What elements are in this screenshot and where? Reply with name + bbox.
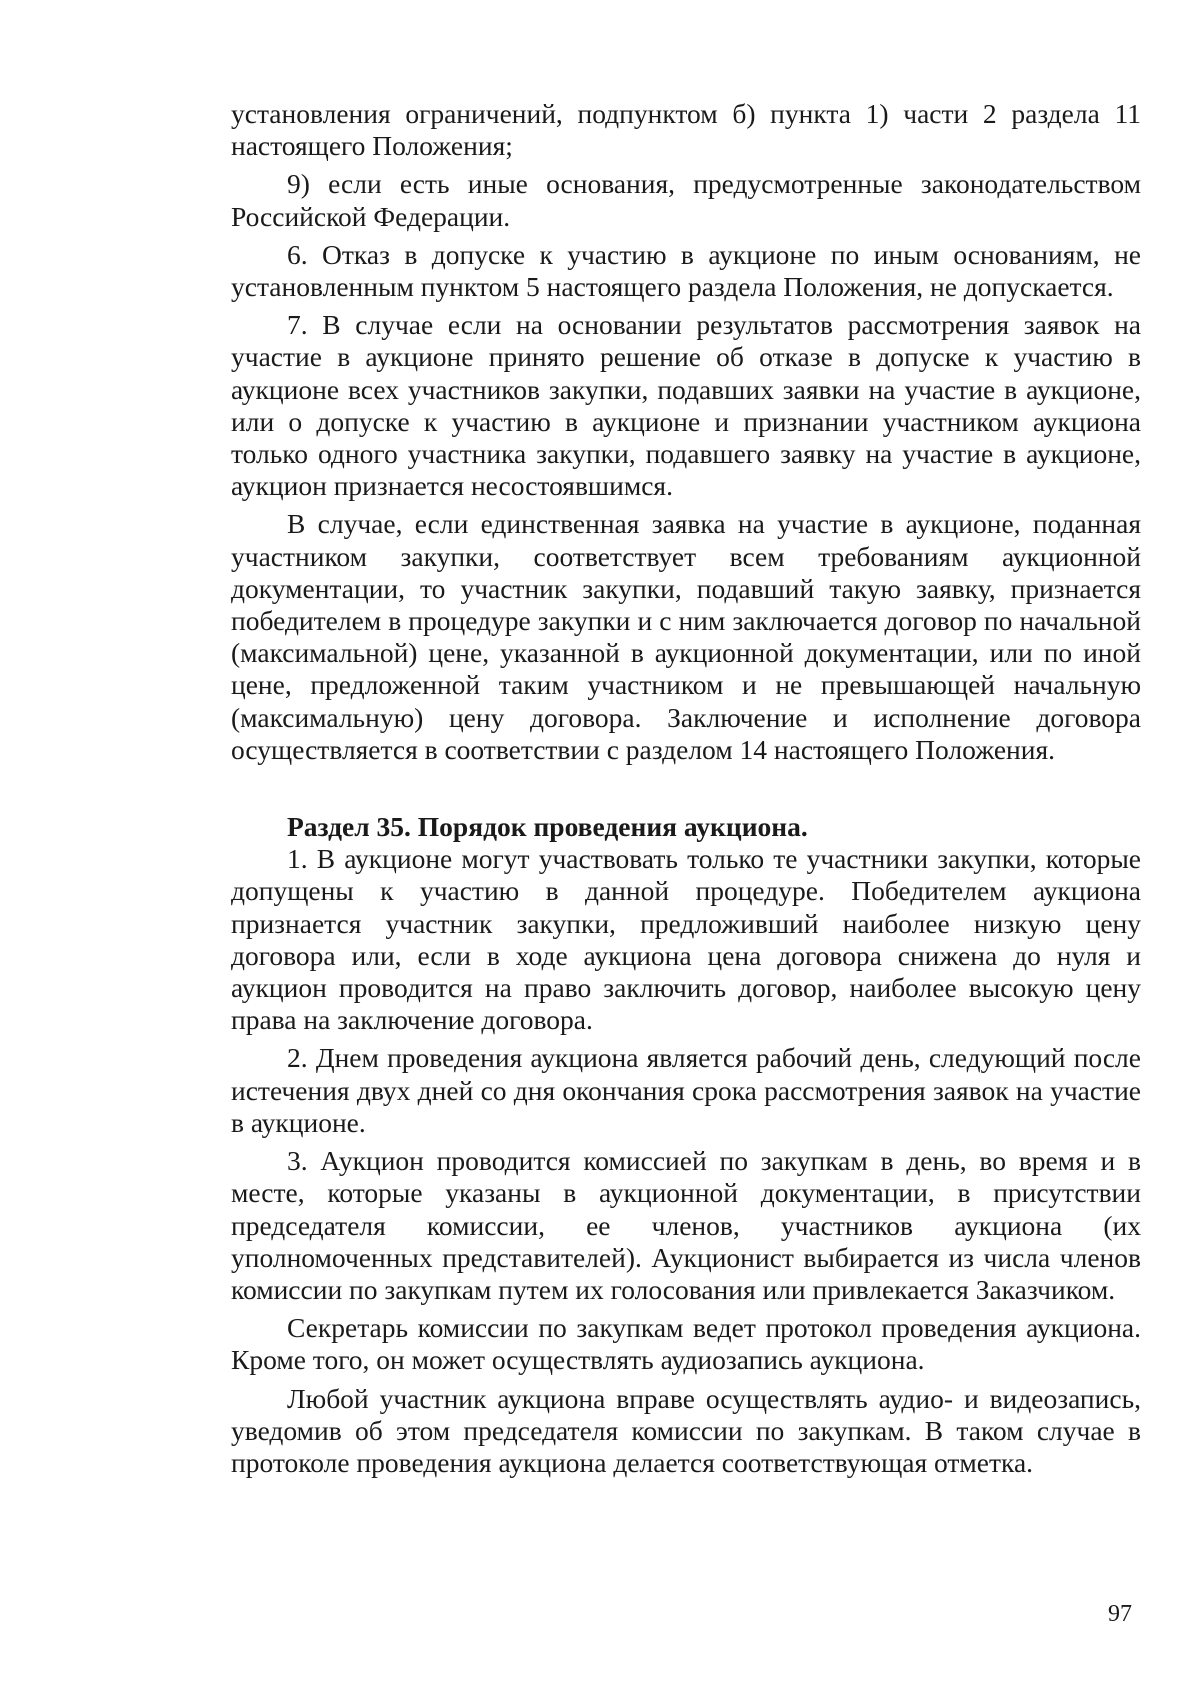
page-number: 97 [1108,1601,1132,1627]
paragraph-item-6: 6. Отказ в допуске к участию в аукционе по иным основаниям, не установленным пунктом 5 настоящего раздела Положения, не допускается. [231,238,1141,303]
paragraph-section-2: 2. Днем проведения аукциона является рабочий день, следующий после истечения двух дней со дня окончания срока рассмотрения заявок на участие в аукционе. [231,1042,1141,1138]
paragraph-single-application: В случае, если единственная заявка на участие в аукционе, поданная участником закупки, соответствует всем требованиям аукционной документации, то участник закупки, подавший такую заявку, признается победителем в процедуре закупки и с ним заключается договор по начальной (максимальной) цене, указанной в аукционной документации, или по иной цене, предложенной таким участником и не превышающей начальную (максимальную) цену договора. Заключение и исполнение договора осуществляется в соответствии с разделом 14 настоящего Положения. [231,508,1141,765]
paragraph-recording: Любой участник аукциона вправе осуществлять аудио- и видеозапись, уведомив об этом председателя комиссии по закупкам. В таком случае в протоколе проведения аукциона делается соответствующая отметка. [231,1382,1141,1478]
paragraph-item-7: 7. В случае если на основании результатов рассмотрения заявок на участие в аукционе принято решение об отказе в допуске к участию в аукционе всех участников закупки, подавших заявки на участие в аукционе, или о допуске к участию в аукционе и признании участником аукциона только одного участника закупки, подавшего заявку на участие в аукционе, аукцион признается несостоявшимся. [231,309,1141,502]
section-heading: Раздел 35. Порядок проведения аукциона. [287,811,808,843]
paragraph-secretary: Секретарь комиссии по закупкам ведет протокол проведения аукциона. Кроме того, он может осуществлять аудиозапись аукциона. [231,1312,1141,1376]
paragraph-section-3: 3. Аукцион проводится комиссией по закупкам в день, во время и в месте, которые указаны в аукционной документации, в присутствии председателя комиссии, ее членов, участников аукциона (их уполномоченных представителей). Аукционист выбирается из числа членов комиссии по закупкам путем их голосования или привлекается Заказчиком. [231,1145,1141,1305]
paragraph-section-1: 1. В аукционе могут участвовать только те участники закупки, которые допущены к участию в данной процедуре. Победителем аукциона признается участник закупки, предложивший наиболее низкую цену договора или, если в ходе аукциона цена договора снижена до нуля и аукцион проводится на право заключить договор, наиболее высокую цену права на заключение договора. [231,843,1141,1036]
document-page [231,98,1141,1479]
paragraph-continuation: установления ограничений, подпунктом б) пункта 1) части 2 раздела 11 настоящего Положения; [231,98,1141,162]
paragraph-item-9: 9) если есть иные основания, предусмотренные законодательством Российской Федерации. [231,168,1141,232]
